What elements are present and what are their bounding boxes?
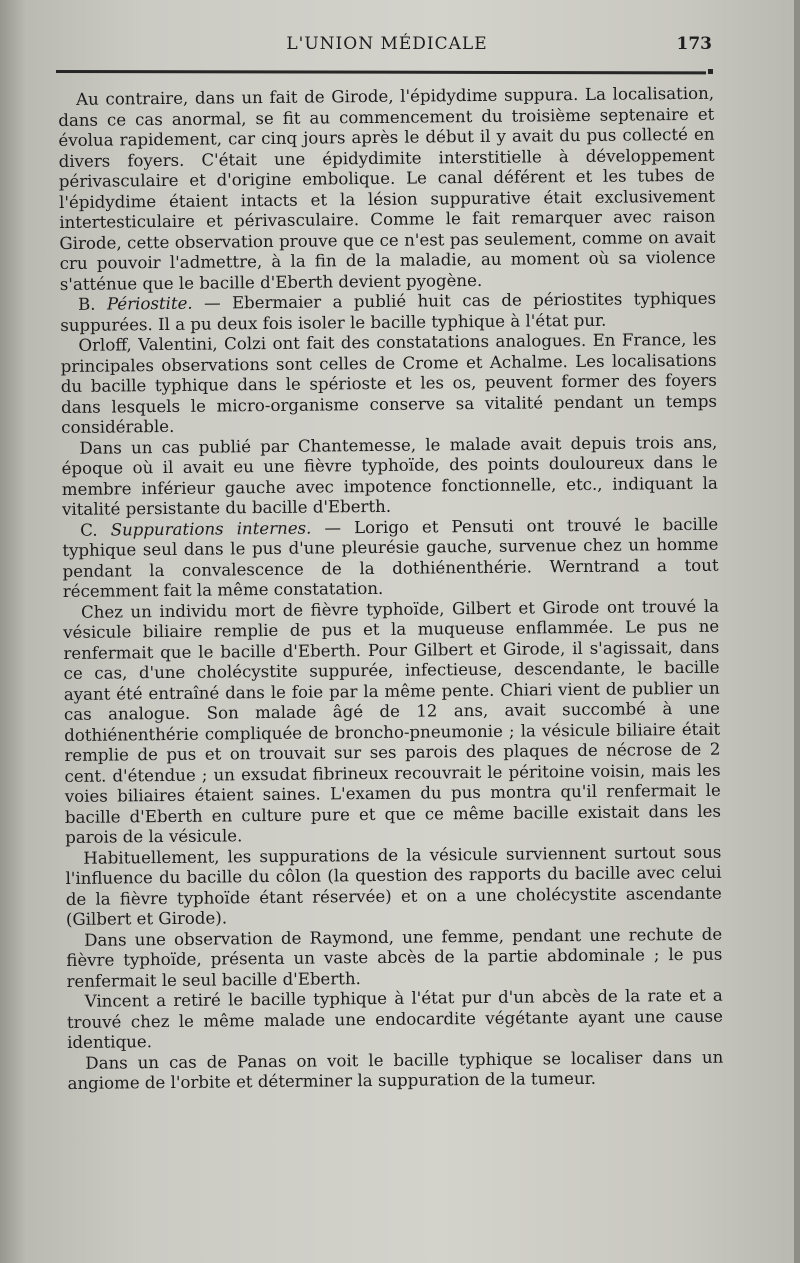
paragraph-periostitis	[60, 289, 716, 336]
section-heading: Périostite.	[106, 293, 193, 314]
running-title: L'UNION MÉDICALE	[286, 34, 488, 54]
paragraph-raymond	[66, 924, 723, 992]
paragraph-text: Dans un cas publié par Chantemesse, le malade avait depuis trois ans, époque où il avait eu une fièvre typhoïde, des points douloureux dans le membre inférieur gauche avec impotence fonctionnelle, etc., indiquant la vitalité persistante du bacille d'Eberth.	[61, 432, 718, 519]
paragraph-epididymitis	[58, 84, 716, 295]
paragraph-internal-suppurations	[62, 514, 719, 602]
paragraph-text: Chez un individu mort de fièvre typhoïde, Gilbert et Girode ont trouvé la vésicule biliaire remplie de pus et la muqueuse enflammée. Le pus ne renfermait que le bacille d'Eberth. Pour Gilbert et Girode, il s'agissait, dans ce cas, d'une cholécystite suppurée, infectieuse, descendante, le bacille ayant été entraîné dans le foie par la même pente. Chiari vient de publier un cas analogue. Son malade âgé de 12 ans, avait succombé à une dothiénenthérie compliquée de broncho-pneumonie ; la vésicule biliaire était remplie de pus et on trouvait sur ses parois des plaques de nécrose de 2 cent. d'étendue ; un exsudat fibrineux recouvrait le péritoine voisin, mais les voies biliaires étaient saines. L'examen du pus montra qu'il renfermait le bacille d'Eberth en culture pure et que ce même bacille existait dans les parois de la vésicule.	[63, 596, 722, 847]
header-rule	[56, 70, 706, 74]
section-label: C.	[80, 520, 98, 540]
page-header	[62, 30, 712, 64]
section-label: B.	[77, 294, 96, 314]
paragraph-gallbladder	[65, 842, 722, 930]
paragraph-text: Habituellement, les suppurations de la vésicule surviennent surtout sous l'influence du bacille du côlon (la question des rapports du bacille avec celui de la fièvre typhoïde étant réservée) et on a une cholécystite ascendante (Gilbert et Girode).	[65, 842, 722, 929]
binding-shadow	[0, 0, 26, 1263]
page-number: 173	[676, 34, 712, 54]
paragraph-text: — Ebermaier a publié huit cas de périostites typhiques suppurées. Il a pu deux fois isoler le bacille typhique à l'état pur.	[60, 288, 717, 335]
header-rule-dot	[708, 69, 713, 74]
paragraph-gilbert-girode	[63, 596, 721, 848]
paragraph-text: — Lorigo et Pensuti ont trouvé le bacille typhique seul dans le pus d'une pleurésie gauche, survenue chez un homme pendant la convalescence de la dothiénenthérie. Werntrand a tout récemment fait la même constatation.	[62, 514, 719, 601]
body-text	[58, 84, 724, 1095]
paragraph-panas	[67, 1047, 723, 1094]
paragraph-text: Au contraire, dans un fait de Girode, l'épidydime suppura. La localisation, dans ce cas anormal, se fit au commencement du troisième septenaire et évolua rapidement, car cinq jours après le début il y avait du pus collecté en divers foyers. C'était une épidydimite interstitielle à développement périvasculaire et d'origine embolique. Le canal déférent et les tubes de l'épidydime étaient intacts et la lésion suppurative était exclusivement intertesticulaire et périvasculaire. Comme le fait remarquer avec raison Girode, cette observation prouve que ce n'est pas seulement, comme on avait cru pouvoir l'admettre, à la fin de la maladie, au moment où sa violence s'atténue que le bacille d'Eberth devient pyogène.	[58, 83, 716, 294]
paragraph-vincent	[67, 986, 724, 1054]
paragraph-text: Vincent a retiré le bacille typhique à l'état pur d'un abcès de la rate et a trouvé chez le même malade une endocardite végétante ayant une cause identique.	[66, 985, 724, 1052]
paragraph-orloff	[60, 330, 717, 439]
paragraph-chantemesse	[61, 432, 718, 520]
paragraph-text: Orloff, Valentini, Colzi ont fait des constatations analogues. En France, les principales observations sont celles de Crome et Achalme. Les localisations du bacille typhique dans le spérioste et les os, peuvent former des foyers dans lesquels le micro-organisme conserve sa vitalité pendant un temps considérable.	[60, 329, 718, 437]
paragraph-text: Dans un cas de Panas on voit le bacille typhique se localiser dans un angiome de l'orbite et déterminer la suppuration de la tumeur.	[67, 1047, 724, 1093]
paragraph-text: Dans une observation de Raymond, une femme, pendant une rechute de fièvre typhoïde, présenta un vaste abcès de la partie abdominale ; le pus renfermait le seul bacille d'Eberth.	[66, 924, 723, 991]
page-edge	[794, 0, 800, 1263]
section-heading: Suppurations internes.	[110, 518, 312, 540]
